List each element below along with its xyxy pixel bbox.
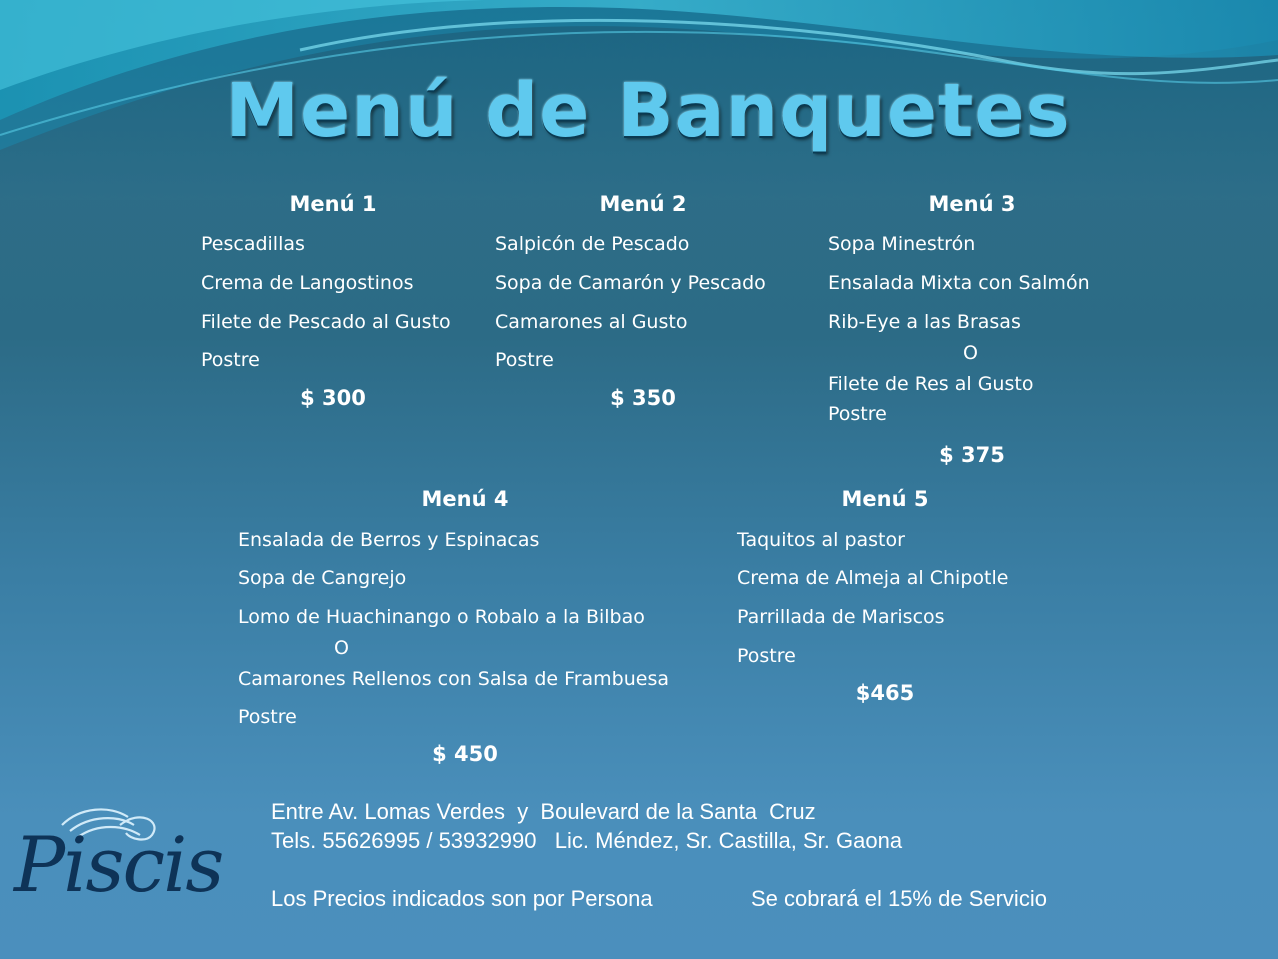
menu-1-item: Crema de Langostinos [201,272,414,294]
menu-1-price: $ 300 [300,386,366,410]
footer-phones: Tels. 55626995 / 53932990 Lic. Méndez, Sr. Castilla, Sr. Gaona [271,828,903,853]
footer-prices-note: Los Precios indicados son por Persona [271,886,653,911]
footer-address: Entre Av. Lomas Verdes y Boulevard de la Santa Cruz [271,799,816,824]
menu-5-heading: Menú 5 [841,487,929,511]
menu-1-item: Filete de Pescado al Gusto [201,311,451,333]
menu-3-item: Rib-Eye a las Brasas [828,311,1021,333]
menu-4-item: Postre [238,706,297,728]
menu-3-heading: Menú 3 [928,192,1016,216]
menu-3-item: Filete de Res al Gusto [828,373,1034,395]
menu-2-heading: Menú 2 [599,192,687,216]
menu-5-price: $465 [855,681,915,705]
menu-4-item: Ensalada de Berros y Espinacas [238,529,540,551]
piscis-logo-text: Piscis [14,820,223,909]
menu-3-item: Sopa Minestrón [828,233,976,255]
menu-3-price: $ 375 [939,443,1005,467]
menu-1-item: Pescadillas [201,233,305,255]
menu-2-item: Camarones al Gusto [495,311,688,333]
menu-4-item: Sopa de Cangrejo [238,567,407,589]
menu-2-price: $ 350 [610,386,676,410]
menu-4-or: O [334,637,349,659]
menu-3-item: Postre [828,403,887,425]
menu-4-item: Camarones Rellenos con Salsa de Frambuesa [238,668,669,690]
menu-3-or: O [963,342,978,364]
menu-5-item: Crema de Almeja al Chipotle [737,567,1009,589]
menu-2-item: Postre [495,349,554,371]
menu-3-item: Ensalada Mixta con Salmón [828,272,1090,294]
footer-service-note: Se cobrará el 15% de Servicio [751,886,1047,911]
menu-4-item: Lomo de Huachinango o Robalo a la Bilbao [238,606,645,628]
menu-5-item: Taquitos al pastor [737,529,905,551]
menu-4-price: $ 450 [432,742,498,766]
menu-4-heading: Menú 4 [421,487,509,511]
menu-1-item: Postre [201,349,260,371]
menu-2-item: Sopa de Camarón y Pescado [495,272,766,294]
menu-1-heading: Menú 1 [289,192,377,216]
menu-5-item: Postre [737,645,796,667]
menu-5-item: Parrillada de Mariscos [737,606,945,628]
page-title: Menú de Banquetes [225,68,1071,154]
menu-2-item: Salpicón de Pescado [495,233,690,255]
